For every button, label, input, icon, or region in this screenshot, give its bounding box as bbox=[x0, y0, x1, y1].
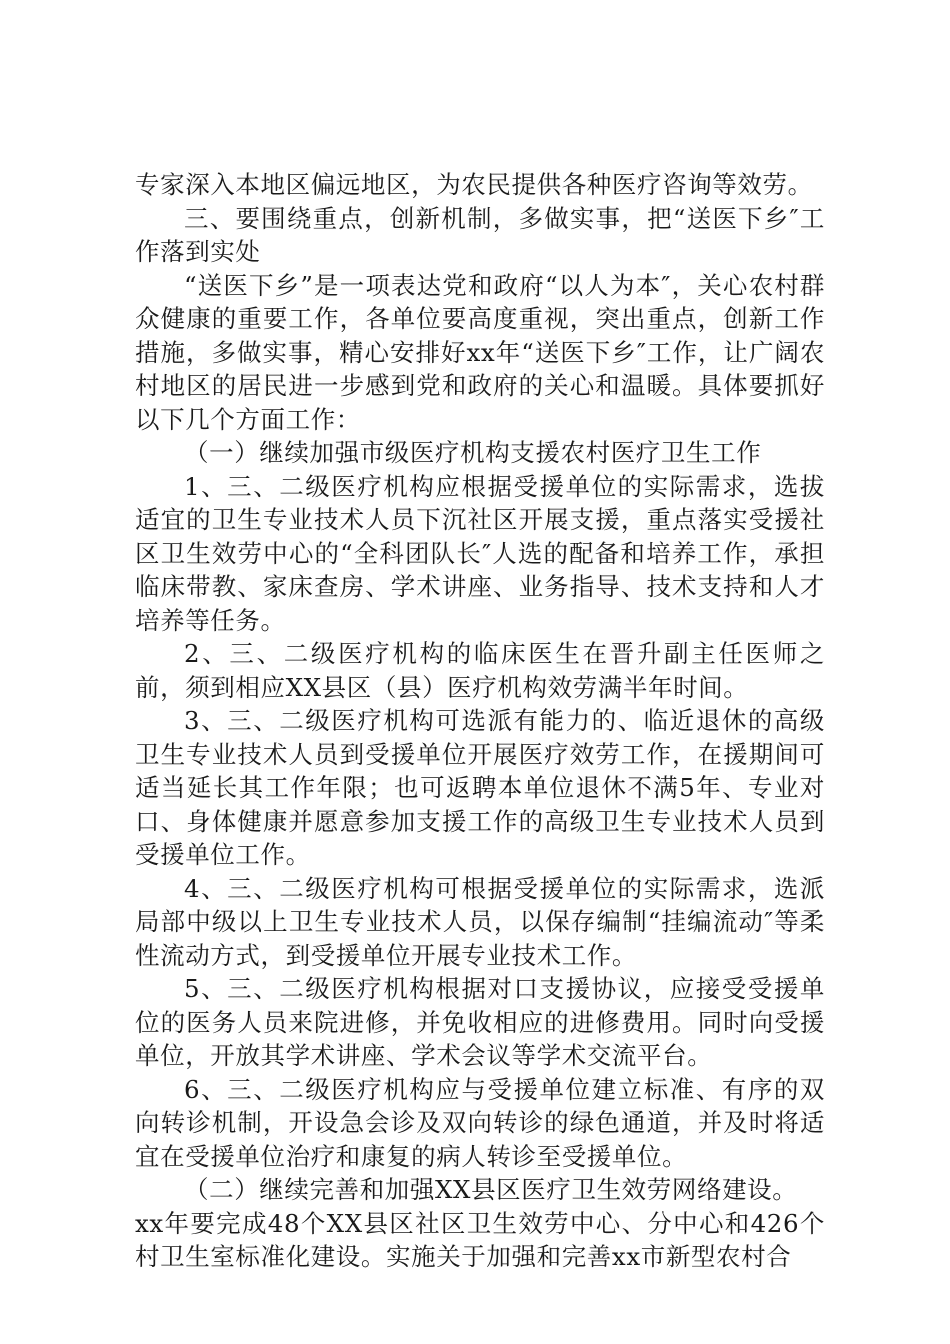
list-item-4: 4、三、二级医疗机构可根据受援单位的实际需求，选派局部中级以上卫生专业技术人员，以保存编制“挂编流动″等柔性流动方式，到受援单位开展专业技术工作。 bbox=[135, 873, 825, 970]
subsection-heading-2: （二）继续完善和加强XX县区医疗卫生效劳网络建设。 bbox=[184, 1175, 798, 1204]
paragraph-1: 专家深入本地区偏远地区，为农民提供各种医疗咨询等效劳。 bbox=[135, 170, 813, 199]
document-body bbox=[135, 168, 825, 1274]
paragraph-3: xx年要完成48个XX县区社区卫生效劳中心、分中心和426个村卫生室标准化建设。实施关于加强和完善xx市新型农村合 bbox=[135, 1208, 825, 1271]
section-heading-3: 三、要围绕重点，创新机制，多做实事，把“送医下乡″工作落到实处 bbox=[135, 203, 825, 266]
list-item-5: 5、三、二级医疗机构根据对口支援协议，应接受受援单位的医务人员来院进修，并免收相应的进修费用。同时向受援单位，开放其学术讲座、学术会议等学术交流平台。 bbox=[135, 974, 825, 1070]
list-item-6: 6、三、二级医疗机构应与受援单位建立标准、有序的双向转诊机制，开设急会诊及双向转诊的绿色通道，并及时将适宜在受援单位治疗和康复的病人转诊至受援单位。 bbox=[135, 1074, 825, 1171]
list-item-1: 1、三、二级医疗机构应根据受援单位的实际需求，选拔适宜的卫生专业技术人员下沉社区开展支援，重点落实受援社区卫生效劳中心的“全科团队长″人选的配备和培养工作，承担临床带教、家床查房、学术讲座、业务指导、技术支持和人才培养等任务。 bbox=[135, 471, 825, 635]
list-item-2: 2、三、二级医疗机构的临床医生在晋升副主任医师之前，须到相应XX县区（县）医疗机构效劳满半年时间。 bbox=[135, 639, 825, 702]
paragraph-2: “送医下乡”是一项表达党和政府“以人为本″，关心农村群众健康的重要工作，各单位要高度重视，突出重点，创新工作措施，多做实事，精心安排好xx年“送医下乡″工作，让广阔农村地区的居民进一步感到党和政府的关心和温暖。具体要抓好以下几个方面工作： bbox=[135, 270, 825, 434]
subsection-heading-1: （一）继续加强市级医疗机构支援农村医疗卫生工作 bbox=[184, 438, 762, 467]
list-item-3: 3、三、二级医疗机构可选派有能力的、临近退休的高级卫生专业技术人员到受援单位开展医疗效劳工作，在援期间可适当延长其工作年限；也可返聘本单位退休不满5年、专业对口、身体健康并愿意参加支援工作的高级卫生专业技术人员到受援单位工作。 bbox=[135, 706, 825, 869]
